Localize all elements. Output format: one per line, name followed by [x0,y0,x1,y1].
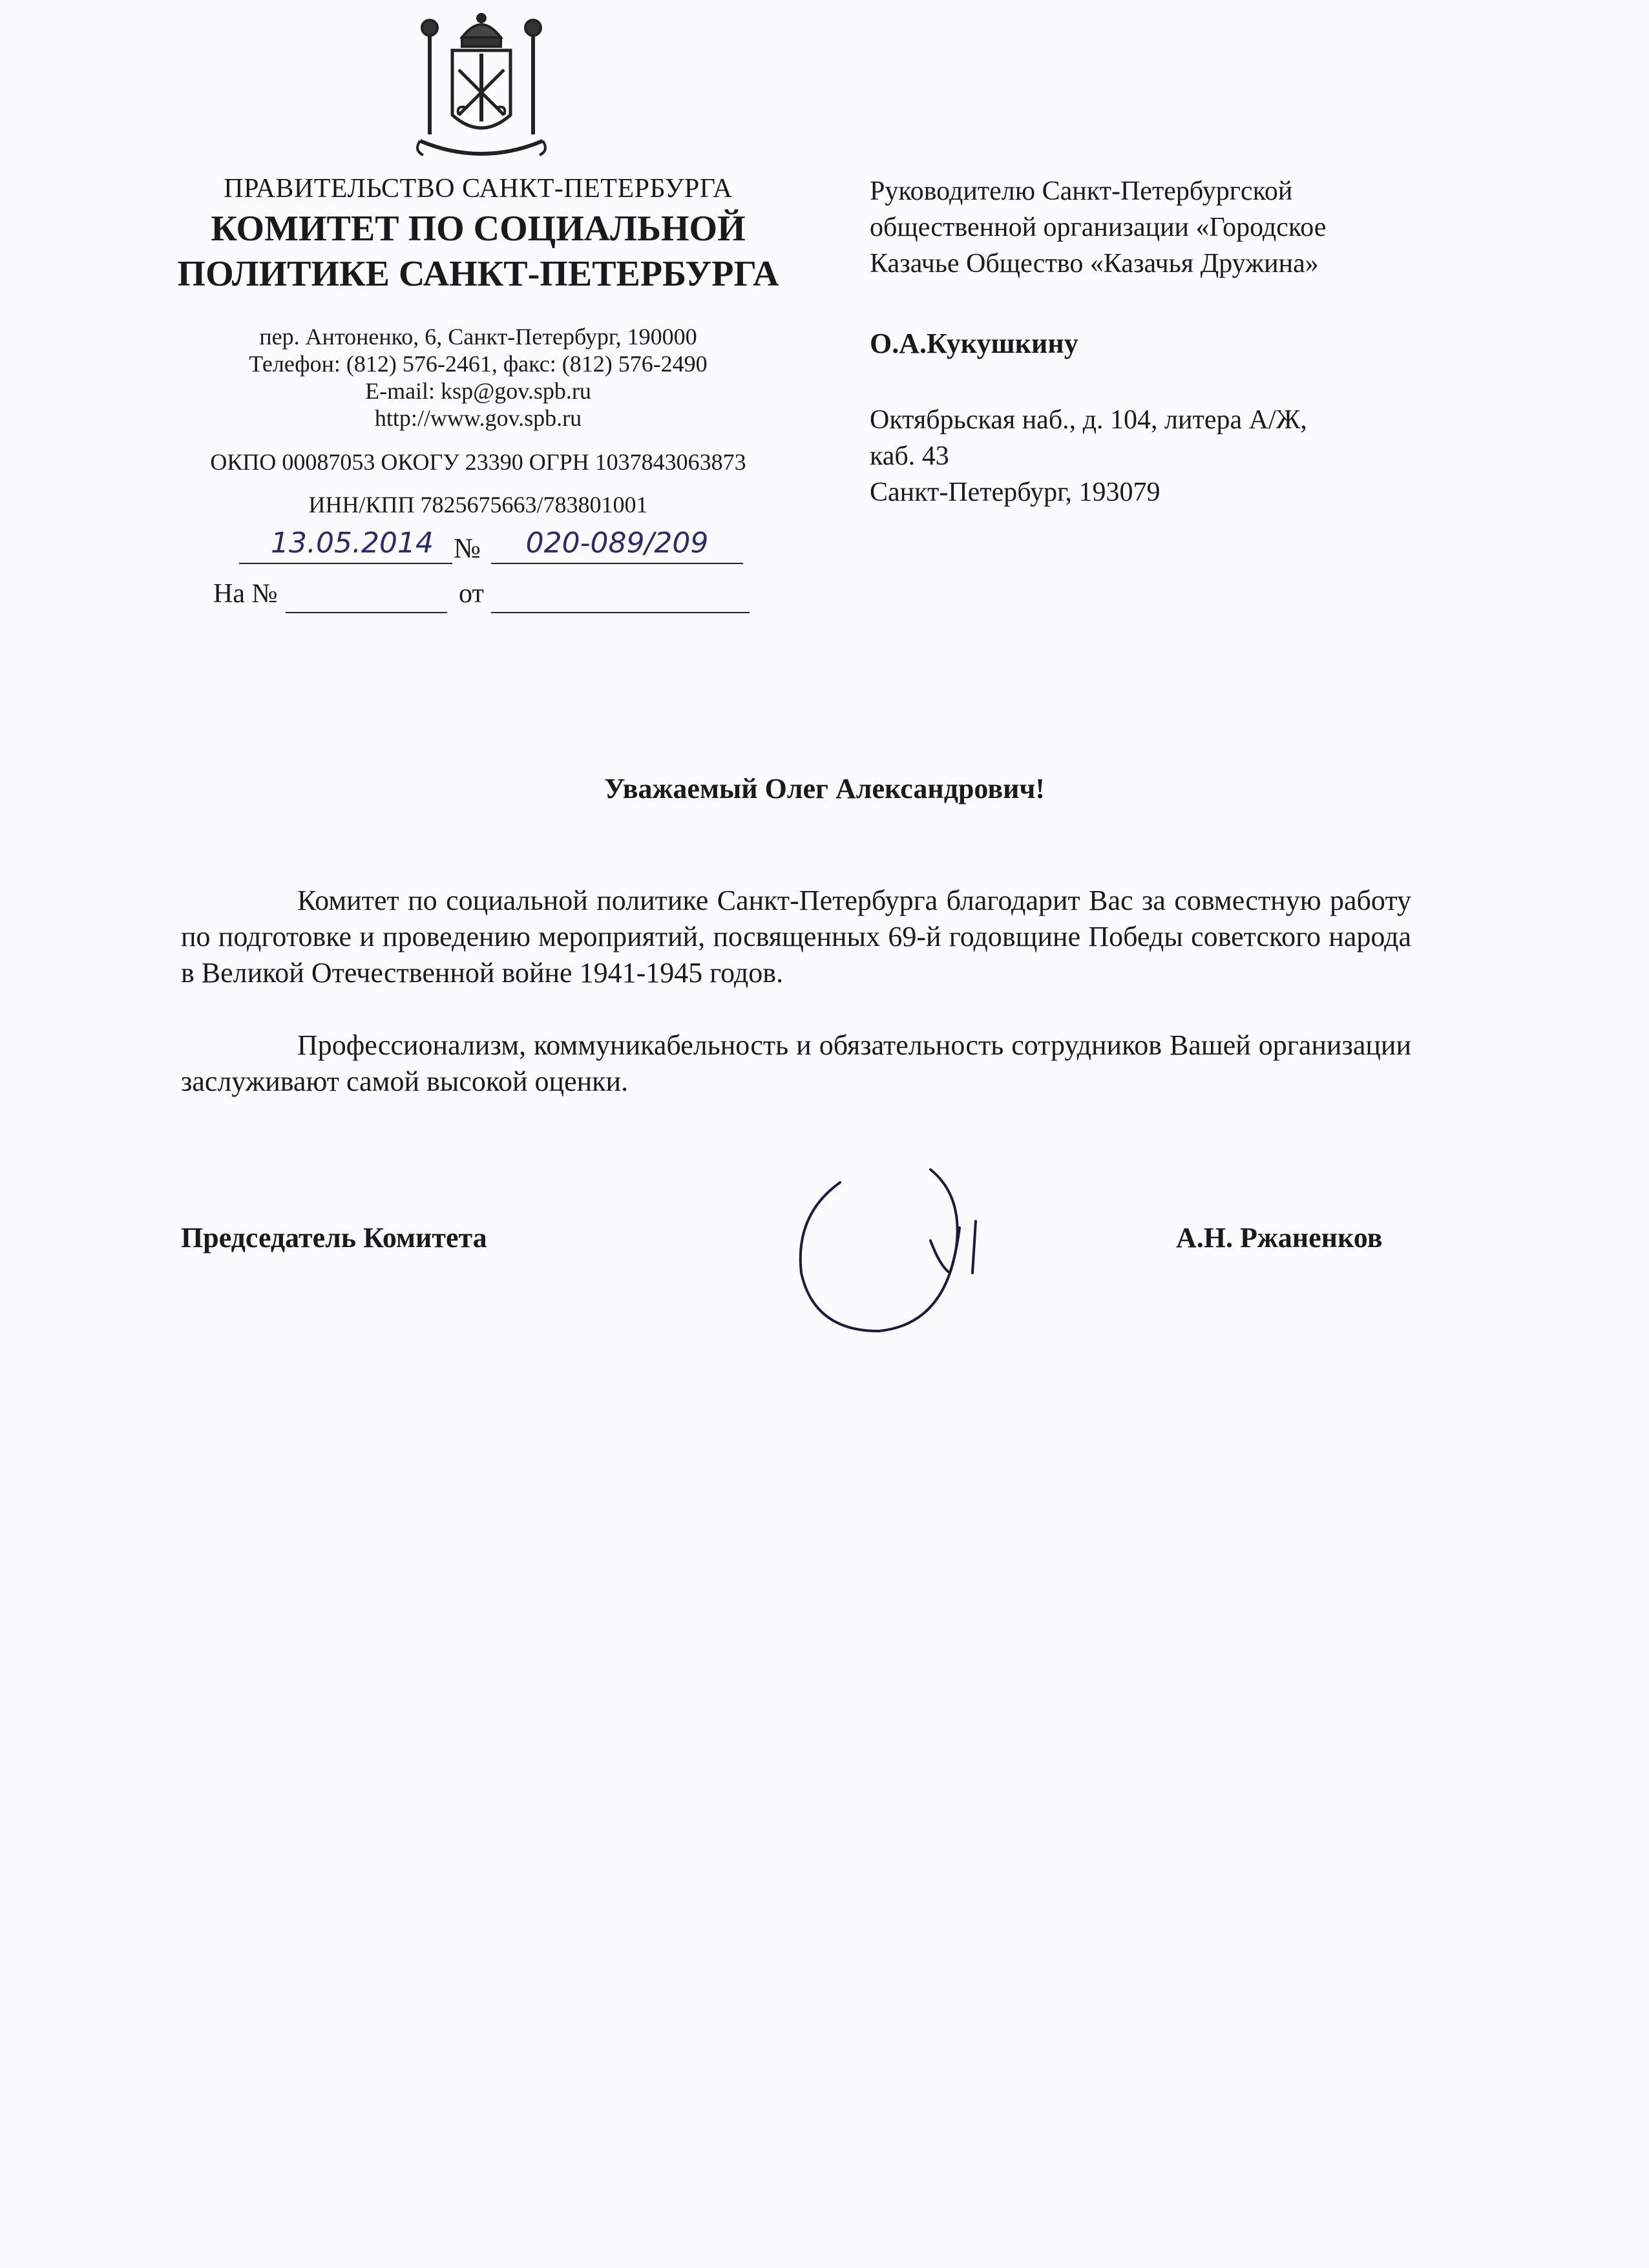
body-paragraph-2: Профессионализм, коммуникабельность и обязательность сотрудников Вашей организации заслуживают самой высокой оценки. [181,1029,1411,1097]
committee-email: E-mail: ksp@gov.spb.ru [365,378,591,404]
body-paragraph-1: Комитет по социальной политике Санкт-Петербурга благодарит Вас за совместную работу по подготовке и проведению мероприятий, посвященных 69-й годовщине Победы советского народа в Великой Отечественной войне 1941-1945 годов. [181,885,1411,989]
coat-of-arms-emblem [394,12,569,167]
incoming-reference [213,578,756,617]
reference-date-label: от [459,579,484,609]
outgoing-registration [213,527,743,565]
recipient-name: О.А.Кукушкину [870,328,1078,359]
committee-address: пер. Антоненко, 6, Санкт-Петербург, 190000 [259,324,697,350]
reference-number-label: На № [213,579,278,609]
recipient-line1: Руководителю Санкт-Петербургской [870,176,1293,206]
committee-name-line2: ПОЛИТИКЕ САНКТ-ПЕТЕРБУРГА [177,254,779,294]
number-sign: № [454,532,481,564]
registration-codes: ОКПО 00087053 ОКОГУ 23390 ОГРН 1037843063873 [210,449,746,475]
reference-number-blank [286,612,447,613]
registration-date: 13.05.2014 [271,527,434,560]
reference-date-blank [491,612,750,613]
recipient-line3: Казачье Общество «Казачья Дружина» [870,249,1319,278]
signatory-title: Председатель Комитета [181,1222,487,1254]
committee-website: http://www.gov.spb.ru [374,405,582,431]
greeting: Уважаемый Олег Александрович! [604,773,1045,804]
handwritten-signature [782,1144,1014,1344]
committee-phone: Телефон: (812) 576-2461, факс: (812) 576-2490 [249,351,708,377]
government-name: ПРАВИТЕЛЬСТВО САНКТ-ПЕТЕРБУРГА [224,174,733,204]
signatory-name: А.Н. Ржаненков [1176,1222,1383,1254]
number-underline [491,563,743,564]
recipient-address-line2: каб. 43 [870,441,949,471]
recipient-line2: общественной организации «Городское [870,213,1327,242]
date-underline [239,563,452,564]
registration-number: 020-089/209 [525,527,709,560]
recipient-address-line3: Санкт-Петербург, 193079 [870,478,1161,507]
committee-name-line1: КОМИТЕТ ПО СОЦИАЛЬНОЙ [211,209,746,249]
inn-kpp: ИНН/КПП 7825675663/783801001 [308,492,648,518]
recipient-address-line1: Октябрьская наб., д. 104, литера А/Ж, [870,405,1307,435]
